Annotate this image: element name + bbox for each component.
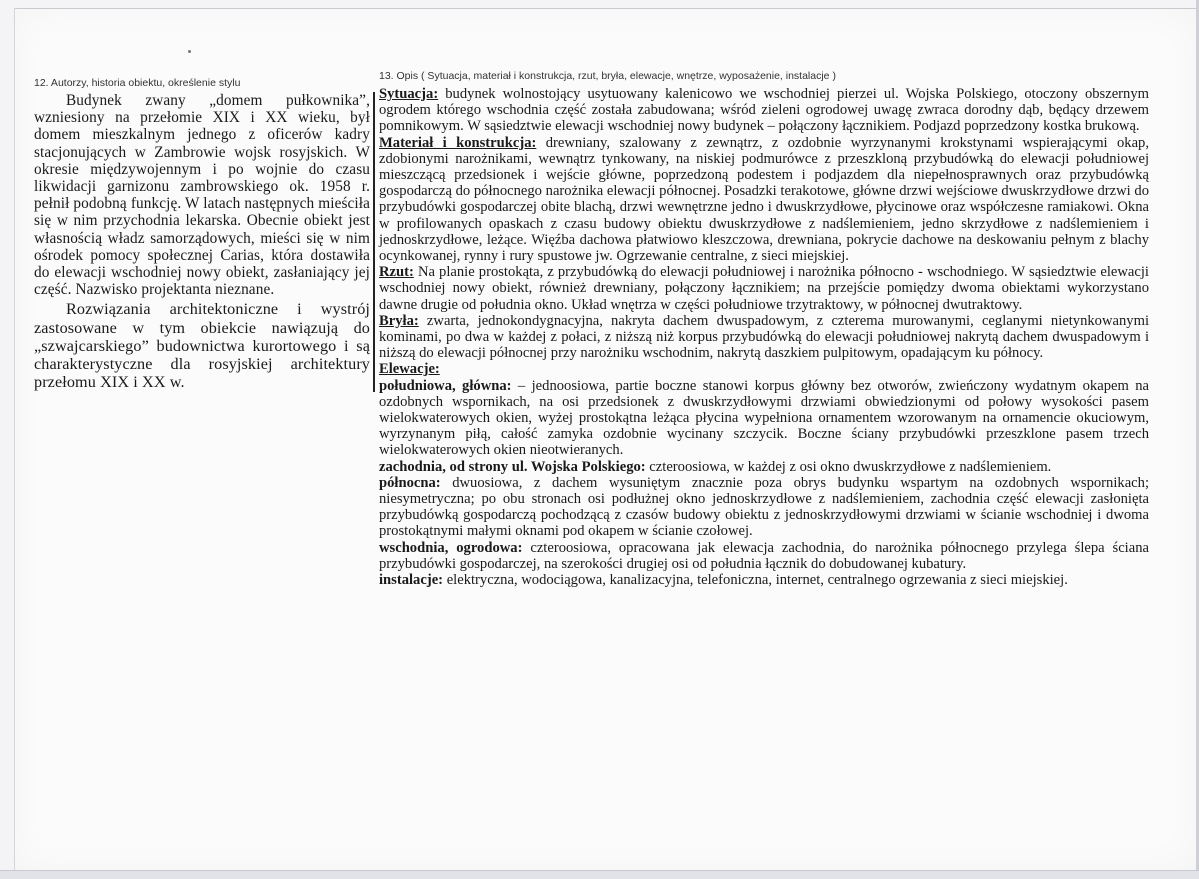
zachodnia-text: czteroosiowa, w każdej z osi okno dwuskrzydłowe z nadślemieniem. xyxy=(645,458,1052,475)
section-12-body xyxy=(34,92,370,391)
rzut-label: Rzut: xyxy=(379,264,414,281)
poludniowa-label: południowa, główna: xyxy=(379,377,512,394)
section-12-authors-history xyxy=(34,77,370,391)
style-paragraph: Rozwiązania architektoniczne i wystrój zastosowane w tym obiekcie nawiązują do „szwajcarskiego” budownictwa kurortowego i są charakterystyczne dla rosyjskiej architektury przełomu XIX i XX w. xyxy=(34,300,370,392)
sytuacja-paragraph xyxy=(379,86,1149,135)
sytuacja-text: budynek wolnostojący usytuowany kalenicowo we wschodniej pierzei ul. Wojska Polskiego, otoczony obszernym ogrodem którego wschodnia część została zabudowana; wśród zieleni ogrodowej uwagę zwraca dorodny dąb, będący drzewem pomnikowym. W sąsiedztwie elewacji wschodniej nowy budynek – połączony łącznikiem. Podjazd poprzedzony kostka brukową. xyxy=(379,86,1149,135)
instalacje-paragraph xyxy=(379,572,1149,588)
poludniowa-paragraph xyxy=(379,378,1149,459)
instalacje-text: elektryczna, wodociągowa, kanalizacyjna, telefoniczna, internet, centralnego ogrzewania z sieci miejskiej. xyxy=(443,572,1068,589)
zachodnia-label: zachodnia, od strony ul. Wojska Polskiego: xyxy=(379,458,646,475)
material-label: Materiał i konstrukcja: xyxy=(379,134,537,151)
scan-speck xyxy=(188,50,191,53)
polnocna-text: dwuosiowa, z dachem wysuniętym znacznie poza obrys budynku wspartym na ozdobnych wspornikach; niesymetryczna; po obu stronach osi podłużnej okno jednoskrzydłowe z nadślemieniem, zachodnia część elewacji zasłonięta przybudówką gospodarczą pochodzącą z czasów budowy obiektu z jednoskrzydłowymi drzwiami w ścianie wschodniej i dwoma prostokątnymi małymi oknami pod okapem w ścianie czołowej. xyxy=(379,474,1149,540)
zachodnia-paragraph xyxy=(379,459,1149,475)
bryla-label: Bryła: xyxy=(379,312,419,329)
history-paragraph: Budynek zwany „domem pułkownika”, wzniesiony na przełomie XIX i XX wieku, był domem mieszkalnym jednego z oficerów kadry stacjonujących w Zambrowie wojsk rosyjskich. W okresie międzywojennym i po wojnie do czasu likwidacji garnizonu zambrowskiego ok. 1958 r. pełnił podobną funkcję. W latach następnych mieściła się w nim przychodnia lekarska. Obecnie obiekt jest własnością władz samorządowych, mieści się w nim ośrodek pomocy społecznej Carias, która dostawiła do elewacji wschodniej nowy obiekt, zasłaniający jej część. Nazwisko projektanta nieznane. xyxy=(34,92,370,299)
polnocna-paragraph xyxy=(379,475,1149,540)
section-13-heading: 13. Opis ( Sytuacja, materiał i konstrukcja, rzut, bryła, elewacje, wnętrze, wyposażenie, instalacje ) xyxy=(379,70,836,82)
bryla-text: zwarta, jednokondygnacyjna, nakryta dachem dwuspadowym, z czterema murowanymi, ceglanymi nietynkowanymi kominami, po dwa w każdej z połaci, z niższą niż korpus przybudówką do elewacji południowej nakrytą dachem dwuspadowym i niższą do elewacji północnej przy narożniku wschodnim, nakrytą daszkiem pulpitowym, opadającym ku północy. xyxy=(379,312,1149,362)
material-text: drewniany, szalowany z zewnątrz, z ozdobnie wyrzynanymi krokstynami wspierającymi okap, zdobionymi narożnikami, wewnątrz tynkowany, na niskiej podmurówce z przeszkloną przybudówką do elewacji południowej mieszczącą przedsionek i wejście główne, poprzedzoną podestem i podjazdem dla niepełnosprawnych oraz przybudówką gospodarczą do północnego narożnika elewacji północnej. Posadzki terakotowe, główne drzwi wejściowe dwuskrzydłowe drzwi do przybudówki gospodarczej obite blachą, drzwi wewnętrzne jedno i dwuskrzydłowe, płycinowe oraz współczesne ramiakowi. Okna w profilowanych opaskach z czasu budowy obiektu dwuskrzydłowe z nadślemieniem, jedno skrzydłowe z nadślemieniem i jednoskrzydłowe, leżące. Więźba dachowa płatwiowo kleszczowa, drewniana, pokrycie dachowe na deskowaniu pełnym z blachy ocynkowanej, rynny i rury spustowe jw. Ogrzewanie centralne, z sieci miejskiej. xyxy=(379,134,1149,265)
bryla-paragraph xyxy=(379,313,1149,362)
scanner-edge-bottom xyxy=(0,870,1199,879)
section-12-heading: 12. Autorzy, historia obiektu, określenie stylu xyxy=(34,77,241,89)
poludniowa-text: – jednoosiowa, partie boczne stanowi korpus główny bez otworów, zwieńczony wydatnym okapem na ozdobnych wspornikach, na osi przedsionek z dwuskrzydłowymi drzwiami obwiedzionymi od połowy wysokości pasem wielokwaterowych okien, wyżej prostokątna leżąca płycina wypełniona ornamentem wzorowanym na ornamencie okuciowym, wyrzynanym piłą, całość zamyka ozdobnie wycinany szczycik. Boczne ściany przybudówki przeszklone pasem trzech wielokwaterowych okien nieotwieranych. xyxy=(379,377,1149,459)
section-13-body xyxy=(379,86,1149,588)
instalacje-label: instalacje: xyxy=(379,572,444,589)
rzut-text: Na planie prostokąta, z przybudówką do elewacji południowej i narożnika północno - wschodniego. W sąsiedztwie elewacji wschodniej nowy obiekt, również drewniany, połączony łącznikiem; na przejście pomiędzy dwoma obiektami wykorzystano dawne drugie od południa okno. Układ wnętrza w części południowe trzytraktowy, w północnej dwutraktowy. xyxy=(379,264,1149,313)
sytuacja-label: Sytuacja: xyxy=(379,86,439,102)
elewacje-label: Elewacje: xyxy=(379,361,440,378)
elewacje-heading xyxy=(379,361,1149,377)
polnocna-label: północna: xyxy=(379,474,441,491)
material-paragraph xyxy=(379,135,1149,265)
section-13-description xyxy=(379,70,1149,588)
wschodnia-text: czteroosiowa, opracowana jak elewacja zachodnia, do narożnika północnego przylega ślepa ściana przybudówki gospodarczej, na szerokości drugiej osi od południa łącznik do dobudowanej kubatury. xyxy=(379,539,1149,572)
column-divider xyxy=(373,92,375,392)
rzut-paragraph xyxy=(379,264,1149,313)
wschodnia-label: wschodnia, ogrodowa: xyxy=(379,539,523,556)
wschodnia-paragraph xyxy=(379,540,1149,572)
